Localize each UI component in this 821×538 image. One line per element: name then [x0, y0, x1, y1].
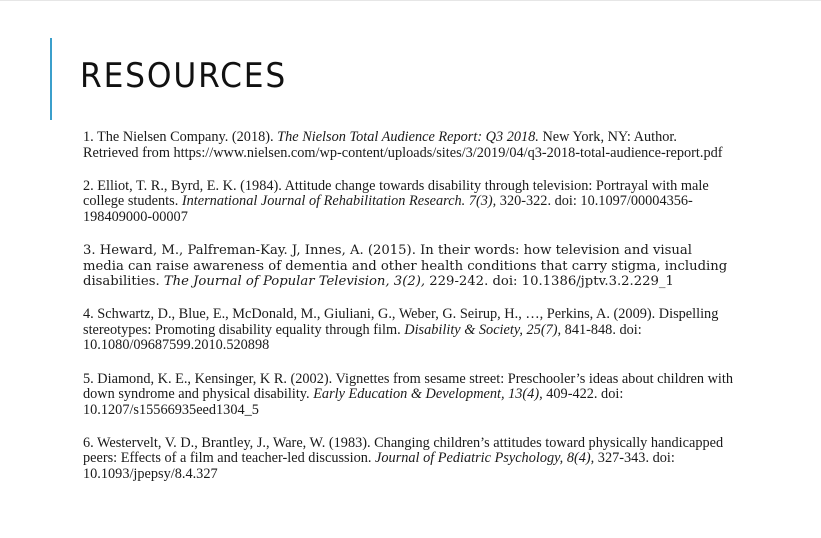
reference-item-6	[83, 436, 733, 483]
reference-source-italic: Journal of Pediatric Psychology, 8(4),	[375, 450, 595, 467]
reference-item-3	[83, 243, 733, 290]
reference-text: 4. Schwartz, D., Blue, E., McDonald, M., Giuliani, G., Weber, G. Seirup, H., …, Perkins, A. (2009). Dispelling stereotypes: Promoting disability equality through film.	[83, 306, 719, 338]
reference-text: 1. The Nielsen Company. (2018).	[83, 129, 278, 145]
reference-text: 2. Elliot, T. R., Byrd, E. K. (1984). Attitude change towards disability through television: Portrayal with male college students.	[83, 177, 709, 210]
reference-source-italic: International Journal of Rehabilitation Research. 7(3),	[181, 193, 497, 210]
reference-source-italic: Disability & Society, 25(7),	[404, 321, 562, 338]
reference-text: 320-322. doi: 10.1097/00004356-198409000-00007	[83, 193, 693, 225]
reference-item-2	[83, 179, 733, 226]
slide-title: RESOURCES	[80, 56, 288, 96]
title-accent-bar	[50, 38, 52, 120]
reference-text: 409-422. doi: 10.1207/s15566935eed1304_5	[83, 386, 624, 418]
reference-item-1	[83, 130, 733, 161]
reference-text: 229-242. doi: 10.1386/jptv.3.2.229_1	[425, 274, 674, 290]
reference-item-4	[83, 307, 733, 354]
reference-text: 5. Diamond, K. E., Kensinger, K R. (2002). Vignettes from sesame street: Preschooler’s ideas about children with down syndrome and physical disability.	[83, 370, 733, 403]
reference-source-italic: The Journal of Popular Television, 3(2),	[163, 274, 426, 290]
reference-item-5	[83, 372, 733, 419]
reference-text: 841-848. doi: 10.1080/09687599.2010.520898	[83, 321, 642, 354]
reference-text: New York, NY: Author. Retrieved from https://www.nielsen.com/wp-content/uploads/sites/3/2019/04/q3-2018-total-audience-report.pdf	[83, 129, 723, 161]
reference-list	[83, 130, 733, 500]
reference-text: 6. Westervelt, V. D., Brantley, J., Ware, W. (1983). Changing children’s attitudes toward physically handicapped peers: Effects of a film and teacher-led discussion.	[83, 434, 724, 467]
reference-text: 3. Heward, M., Palfreman-Kay. J, Innes, A. (2015). In their words: how television and visual media can raise awareness of dementia and other health conditions that carry stigma, including disabilities.	[83, 242, 728, 290]
reference-source-italic: The Nielson Total Audience Report: Q3 2018.	[277, 129, 539, 145]
reference-source-italic: Early Education & Development, 13(4),	[313, 386, 543, 403]
reference-text: 327-343. doi: 10.1093/jpepsy/8.4.327	[83, 450, 675, 482]
